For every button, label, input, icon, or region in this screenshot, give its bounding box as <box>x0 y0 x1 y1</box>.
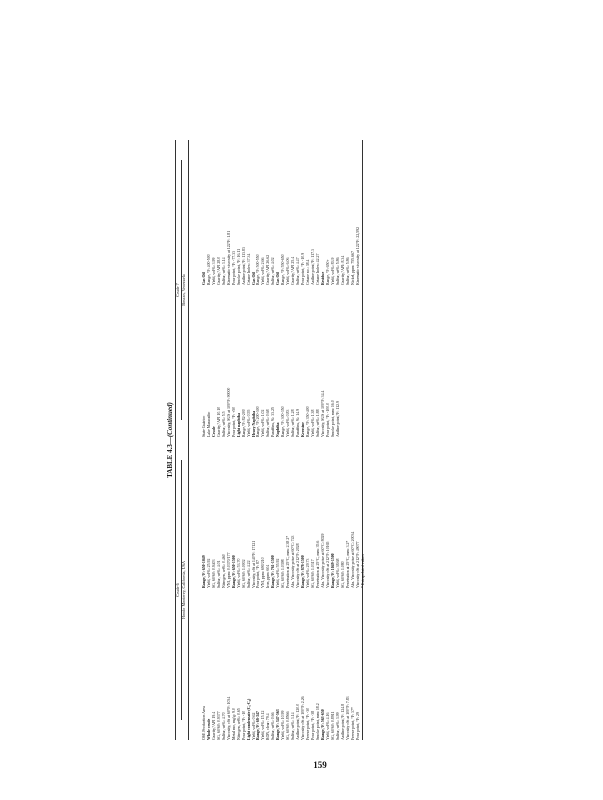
table-entry: Pour point, °F: -38 <box>310 710 315 740</box>
table-entry: Sulfur, wt%: 0.68 <box>266 409 271 437</box>
table-entry: OSE Production Area <box>202 706 206 740</box>
table-entry: Metal mo, mg/g: 9.0 <box>231 708 236 740</box>
table-entry: Yield, vol%: 10.99 <box>281 710 286 740</box>
table-entry: SG, 60/60: 1.0398 <box>281 559 286 588</box>
table-title-text: TABLE 4.3— <box>166 437 174 478</box>
table-entry: * Extrapolated values <box>360 554 365 588</box>
table-entry: Yield, vol%: 3.99 <box>211 257 216 285</box>
table-section-heading: Crude <box>211 426 216 437</box>
table-entry: Range, °F: 500-550 <box>256 254 261 285</box>
table-entry: Sulfur, wt%: 0.66 <box>271 712 276 740</box>
table-entry: Sulfur, wt%: 1.28 <box>291 409 296 437</box>
table-entry: Gravity,°API 10.10 <box>216 406 221 437</box>
table-entry: Sulfur, wt%: 4.02 <box>271 257 276 285</box>
table-entry: Pour point, °F: -10.9 <box>301 252 306 285</box>
table-entry: Nitrogen, wt%: 0.460 <box>221 554 226 588</box>
table-entry: SG, 60/60: 1.0317 <box>310 559 315 588</box>
header-rule <box>188 140 189 740</box>
crude7-location: Boscan, Venezuela <box>180 274 186 306</box>
table-entry: Smoke point, mm: 18.2 <box>315 703 320 740</box>
table-entry: Range, °F: 550-650 <box>281 254 286 285</box>
crude6-location: Hondo Monterey, California, USA <box>180 561 186 619</box>
table-entry: SG, 60/60: 1.0002 <box>241 559 246 588</box>
table-title-suffix: (Continued) <box>166 402 174 438</box>
table-entry: Viscosity, SUS at 100°F: 90000 <box>226 387 231 437</box>
table-entry: Pour point, °F: -100.0 <box>325 402 330 437</box>
table-entry: SG, 60/60: 1.080 <box>340 561 345 588</box>
table-entry: Yield, vol%: 83.9 <box>330 257 335 285</box>
page-number: 159 <box>313 760 327 770</box>
table-section-heading: Residue <box>320 271 325 285</box>
table-entry: Viscosity cSt at 212°F: 49077 <box>355 541 360 588</box>
table-entry: Lake Maracaibo <box>206 411 211 437</box>
table-entry: Range, °F: 300-350 <box>281 406 286 437</box>
table-entry: Kinematic viscosity at 122°F: 22,592 <box>355 226 360 285</box>
table-section-heading: Gas Oil <box>202 272 206 285</box>
table-section-heading: Kerosine <box>301 422 306 437</box>
table-entry: Pour point, °F: +50 <box>231 406 236 437</box>
table-entry: Kinematic viscosity at 122°F: 1.81 <box>226 230 231 285</box>
table-section-heading: Light condensate (C₁-C₄) <box>246 698 251 740</box>
table-entry: Penetration at 25°C, mm: 3.2* <box>345 540 350 588</box>
table-entry: Smoke point, °F: 16.11 <box>236 248 241 285</box>
table-entry: Sulfur, wt%: 3.99 <box>335 712 340 740</box>
table-entry: Sulfur, wt%: 3.14 <box>221 257 226 285</box>
table-entry: Range, °F: 200-300 <box>256 406 261 437</box>
table-entry: Cetane no.: 38.4 <box>306 259 311 285</box>
table-entry: Sulfur, wt%: 4.01 <box>216 560 221 588</box>
table-entry: Yield, vol%: 0.83 <box>286 409 291 437</box>
table-entry: Range,°F: 82-200 <box>241 409 246 437</box>
table-entry: Yield, vol%: 1.38 <box>310 409 315 437</box>
table-entry: Sulfur, wt%: 5.86 <box>345 257 350 285</box>
table-entry: Gravity,°API: 8.34 <box>340 255 345 285</box>
table-entry: Smoke point, mm: 16.0 <box>330 400 335 437</box>
table-entry: Paraffins, %: 33.25 <box>271 407 276 437</box>
table-entry: Gravity,°API 28.0 <box>216 256 221 285</box>
table-entry: Range, °F: 650+ <box>325 259 330 285</box>
table-entry: Abs. Viscosity poise at 60°C: 743 <box>291 535 296 588</box>
table-entry: Abs. Viscosity poise at 60°C: 8029 <box>320 533 325 588</box>
crude7-underline <box>181 160 182 420</box>
table-entry: SG, 60/60: 0.8566 <box>286 711 291 740</box>
table-entry: Freeze point, °F: 37* <box>350 707 355 740</box>
table-section-heading: Range,°F: 347-563 <box>276 709 281 740</box>
table-entry: Sulfur, wt%: 1.88 <box>315 409 320 437</box>
table-entry: Pour point, °F: -77.33 <box>231 250 236 285</box>
table-section-heading: Naphtha <box>276 422 281 437</box>
table-entry: Cetane Index: 37.34 <box>246 253 251 285</box>
table-entry: VNI, ppm: 0.0370/177 <box>226 552 231 588</box>
table-section-heading: Range,°F: 650-1049 <box>202 555 206 588</box>
table-entry: Aniline point,°F: 124.8 <box>340 703 345 740</box>
table-entry: Penetration at 25°C, mm: 35.6 <box>315 540 320 588</box>
table-entry: Sulfur, wt%: 5.86 <box>335 257 340 285</box>
table-entry: Yield, vol%: 0.55 <box>246 409 251 437</box>
table-entry: Iron, ppm: 604 <box>266 564 271 588</box>
table-entry: Gravity,°API 19.4 <box>211 711 216 740</box>
table-entry: Aniline point,°F: 113.83 <box>241 247 246 285</box>
table-section-heading: Light naphtha <box>236 413 241 437</box>
table-entry: Pour point, °F: 29 <box>355 712 360 740</box>
table-entry: State Guárico <box>202 415 206 437</box>
top-rule <box>175 140 176 740</box>
table-entry: Viscosity cSt at 212°F: 10165 <box>325 541 330 588</box>
table-entry: Range, °F: 350-400 <box>306 406 311 437</box>
table-entry: Viscosity, cSt at 60°F: 1034 <box>226 696 231 740</box>
table-entry: SG, 60/60: 0.8911 <box>330 711 335 740</box>
table-entry: Yield, vol%: 1.02 <box>261 409 266 437</box>
table-entry: Viscosity, SUS at 100°F: 34.4 <box>320 390 325 437</box>
table-entry: Gravity,°API 25.4 <box>291 256 296 285</box>
table-entry: Sulfur, wt%: 5.5 <box>221 411 226 437</box>
table-entry: Yield, vol%: 53.70 <box>236 558 241 588</box>
crude7-heading: Crude 7 <box>175 283 180 297</box>
table-title <box>166 140 174 740</box>
crude6-underline <box>181 460 182 720</box>
table-section-heading: Range,°F: 1049-1500 <box>330 553 335 588</box>
crude6-heading: Crude 6 <box>175 583 180 597</box>
table-entry: Sulfur, wt%: 3.14 <box>291 712 296 740</box>
table-section-heading: Range,°F: 68-347 <box>256 711 261 740</box>
table-entry: Range, °F: 400-500 <box>206 254 211 285</box>
table-entry: Abs. Viscosity poise at 60°C: 20034 <box>350 531 355 588</box>
table-entry: SG, 60/60: 0.9377 <box>216 711 221 740</box>
table-entry: Freeze point, °F: -30 <box>306 707 311 740</box>
bottom-rule <box>362 140 363 740</box>
table-section-heading: Range,°F: 563-650 <box>320 709 325 740</box>
table-entry: Pour point, °F: 87 <box>256 560 261 588</box>
table-entry: Paraffins, %: 14.9 <box>296 408 301 437</box>
table-entry: Viscosity cSt at 212°F: 2028 <box>296 543 301 588</box>
table-entry: Yield, vol%: 15.12 <box>261 710 266 740</box>
table-entry: Yield, vol%: 38.68 <box>335 558 340 588</box>
table-entry: Aniline point,°F: 117.3 <box>310 249 315 285</box>
table-entry: Sulfur, wt%: 4.47 <box>296 257 301 285</box>
table-entry: SG, 60/60: 0.9403 <box>211 559 216 588</box>
table-entry: Yield, vol%: 29.73 <box>306 558 311 588</box>
rotated-table <box>165 140 465 740</box>
table-entry: Pour point, °F: -10 <box>241 710 246 740</box>
table-entry: Penetration at 25°C, mm: 2.38 2* <box>286 535 291 588</box>
crude6-header <box>175 440 199 740</box>
table-entry: Yield, vol%: 55.92 <box>276 558 281 588</box>
table-entry: Sulfur, wt%: 4.70 <box>221 712 226 740</box>
table-entry: Yield, vol%: 0.62 <box>251 712 256 740</box>
table-section-heading: Whole crude <box>206 718 211 740</box>
table-entry: Viscosity cSt at 100°F: 2.26 <box>301 696 306 740</box>
table-entry: Aniline point,°F: 112.9 <box>335 401 340 437</box>
table-section-heading: Heavy Naphtha <box>251 410 256 437</box>
table-entry: Yield, vol%: 2.66 <box>261 257 266 285</box>
table-entry: Yield, vol%: 6.06 <box>286 257 291 285</box>
crude7-column-1 <box>202 292 341 437</box>
table-section-heading: Gas Oil <box>251 272 256 285</box>
table-entry: Viscosity, cSt at 140°F: 17121 <box>251 540 256 588</box>
table-section-heading: Range,°F: 650-1500 <box>231 555 236 588</box>
crude6-column-2 <box>202 443 365 588</box>
crude6-column-1 <box>202 595 361 740</box>
table-entry: Gravity,°API 26.62 <box>266 254 271 285</box>
table-section-heading: Range,°F: 761-1500 <box>271 555 276 588</box>
table-entry: Viscosity cSt at 100°F: 7.83 <box>345 696 350 740</box>
table-section-heading: Gas Oil <box>276 272 281 285</box>
crude7-header <box>175 140 199 440</box>
crude7-column-2 <box>202 140 361 285</box>
table-entry: Nitrogen, wt%: 0.65 <box>236 708 241 740</box>
table-section-heading: Range,°F: 878-1500 <box>301 555 306 588</box>
table-entry: RON, clear: 79.4 <box>266 713 271 740</box>
table-entry: Nickel, ppm: 755.667 <box>350 251 355 285</box>
table-entry: Yield, vol%: 25.92 <box>206 558 211 588</box>
table-entry: VNI, ppm: 690/210 <box>261 557 266 588</box>
table-entry: Cetane Index: 42.27 <box>315 253 320 285</box>
table-entry: Yield, vol%: 4.16 <box>325 712 330 740</box>
table-entry: Sulfur, wt%: 4.22 <box>246 560 251 588</box>
table-entry: Aniline point,°F: 120.0 <box>296 703 301 740</box>
